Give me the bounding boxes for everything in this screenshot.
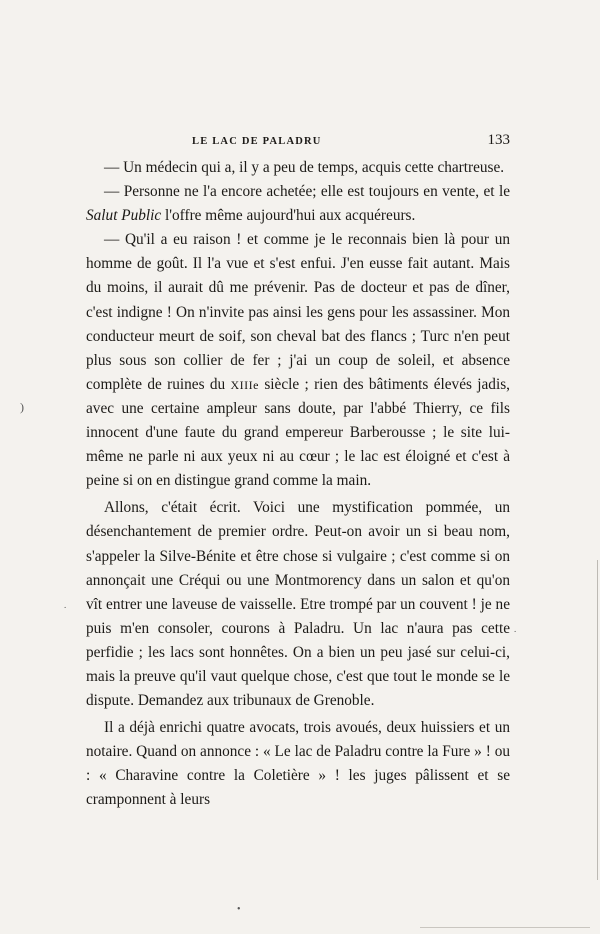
running-title: LE LAC DE PALADRU: [192, 136, 322, 147]
body-text: [86, 156, 510, 813]
newspaper-title: Salut Public: [86, 207, 162, 225]
page-number: 133: [487, 132, 510, 148]
page-header: [86, 132, 510, 154]
paragraph-4-text: Allons, c'était écrit. Voici une mystification pommée, un désenchantement de premier ordre. Peut-on avoir un si beau nom, s'appeler la Silve-Bénite et être chose si vulgaire ; c'est comme si on annonçait une Créqui ou une Montmorency dans un salon et qu'on vît entrer une laveuse de vaisselle. Etre trompé par un couvent ! je ne puis m'en consoler, courons à Paladru. Un lac n'aura pas cette perfidie ; les lacs sont honnêtes. On a bien un peu jasé sur celui-ci, mais la preuve qu'il vaut quelque chose, c'est que tout le monde se le dispute. Demandez aux tribunaux de Grenoble.: [86, 499, 510, 710]
paragraph-4: [86, 496, 510, 713]
paragraph-3-text-b: siècle ; rien des bâtiments élevés jadis, avec une certaine ampleur sans doute, par l'abbé Thierry, ce fils innocent d'une faute du grand empereur Barberousse ; le site lui-même ne parle ni aux yeux ni au cœur ; le lac est éloigné et c'est à peine si on en distingue grand comme la main.: [86, 375, 510, 490]
margin-speck-low: .: [64, 600, 67, 610]
paragraph-1: [86, 156, 510, 180]
paragraph-5: [86, 716, 510, 812]
paragraph-3-text-a: — Qu'il a eu raison ! et comme je le reconnais bien là pour un homme de goût. Il l'a vue et s'est enfui. J'en eusse fait autant. Mais du moins, il aurait dû me prévenir. Pas de docteur et pas de dîner, c'est indigne ! On n'invite pas ainsi les gens pour les assassiner. Mon conducteur meurt de soif, son cheval bat des flancs ; Turc n'en peut plus sous son collier de fer ; j'ai un coup de soleil, et absence complète de ruines du: [86, 231, 510, 393]
paragraph-3: [86, 228, 510, 493]
footer-speck: •: [237, 904, 241, 915]
paragraph-2-text-a: — Personne ne l'a encore achetée; elle est toujours en vente, et le: [104, 183, 510, 201]
paragraph-1-text: — Un médecin qui a, il y a peu de temps, acquis cette chartreuse.: [104, 159, 505, 176]
margin-speck-left: ): [20, 400, 24, 414]
paragraph-5-text: Il a déjà enrichi quatre avocats, trois avoués, deux huissiers et un notaire. Quand on annonce : « Le lac de Paladru contre la Fure » ! ou : « Charavine contre la Coletière » ! les juges pâlissent et se cramponnent à leurs: [86, 719, 510, 809]
paragraph-2: [86, 180, 510, 228]
paragraph-2-text-b: l'offre même aujourd'hui aux acquéreurs.: [161, 207, 416, 225]
century-numeral: XIIIe: [230, 377, 259, 392]
bottom-edge-line: [420, 927, 590, 928]
page-edge-line: [597, 560, 598, 880]
margin-speck-right: .: [514, 624, 517, 634]
